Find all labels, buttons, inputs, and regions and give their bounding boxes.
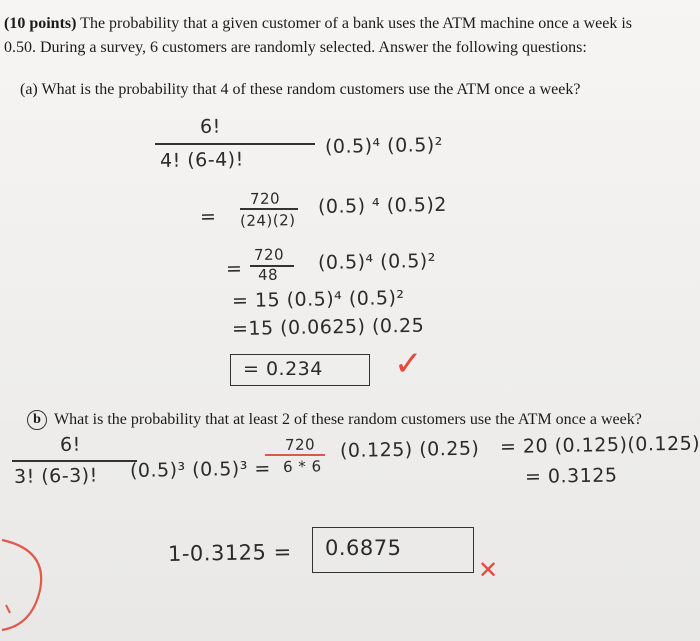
- a-factorial-numerator: 6!: [199, 115, 221, 138]
- b-final-left: 1-0.3125 =: [167, 539, 292, 566]
- a-answer: = 0.234: [243, 358, 323, 380]
- a-equals-1: =: [199, 205, 217, 228]
- checkmark-icon: ✓: [394, 344, 423, 384]
- a-equals-2: =: [225, 257, 243, 280]
- b-numerator-2: 720: [284, 435, 316, 454]
- a-powers-3: (0.5)⁴ (0.5)²: [317, 249, 437, 274]
- a-denominator-3: 48: [257, 265, 279, 284]
- b-factorial-numerator: 6!: [59, 433, 81, 456]
- b-result: = 0.3125: [524, 464, 618, 488]
- b-answer-box: [312, 527, 474, 573]
- b-fraction-bar: [12, 460, 137, 462]
- part-b-label: b: [33, 412, 41, 427]
- intro-text-1: The probability that a given customer of a bank uses the ATM machine once a week is: [76, 15, 632, 32]
- question-intro-line2: 0.50. During a survey, 6 customers are randomly selected. Answer the following questions:: [4, 39, 587, 56]
- a-fraction-bar: [155, 143, 315, 145]
- a-powers-1: (0.5)⁴ (0.5)²: [324, 133, 444, 158]
- a-answer-box: [230, 354, 370, 386]
- b-fraction-bar-2: [265, 454, 325, 456]
- a-factorial-denominator: 4! (6-4)!: [159, 148, 244, 172]
- b-powers: (0.5)³ (0.5)³ =: [129, 457, 271, 482]
- question-intro-line1: [4, 14, 632, 33]
- a-powers-2: (0.5) ⁴ (0.5)2: [317, 193, 448, 218]
- b-factorial-denominator: 3! (6-3)!: [13, 464, 98, 488]
- a-line-5: =15 (0.0625) (0.25: [231, 314, 425, 340]
- x-mark-icon: ✕: [478, 556, 499, 584]
- a-denominator-2: (24)(2): [239, 211, 296, 230]
- b-products: (0.125) (0.25): [339, 437, 480, 462]
- b-denominator-2: 6 * 6: [282, 457, 322, 476]
- part-a-question: (a) What is the probability that 4 of these random customers use the ATM once a week?: [20, 81, 581, 98]
- b-final-answer: 0.6875: [325, 536, 402, 560]
- part-b-marker: [27, 410, 47, 430]
- b-equation-right: = 20 (0.125)(0.125): [499, 432, 700, 458]
- points-label: (10 points): [4, 15, 77, 32]
- a-fraction-bar-2: [240, 208, 298, 210]
- a-numerator-3: 720: [253, 245, 285, 264]
- a-numerator-2: 720: [249, 189, 281, 208]
- red-ink-arc: [0, 530, 60, 641]
- part-b-question: What is the probability that at least 2 of these random customers use the ATM once a week?: [54, 411, 642, 428]
- a-line-4: = 15 (0.5)⁴ (0.5)²: [231, 286, 405, 312]
